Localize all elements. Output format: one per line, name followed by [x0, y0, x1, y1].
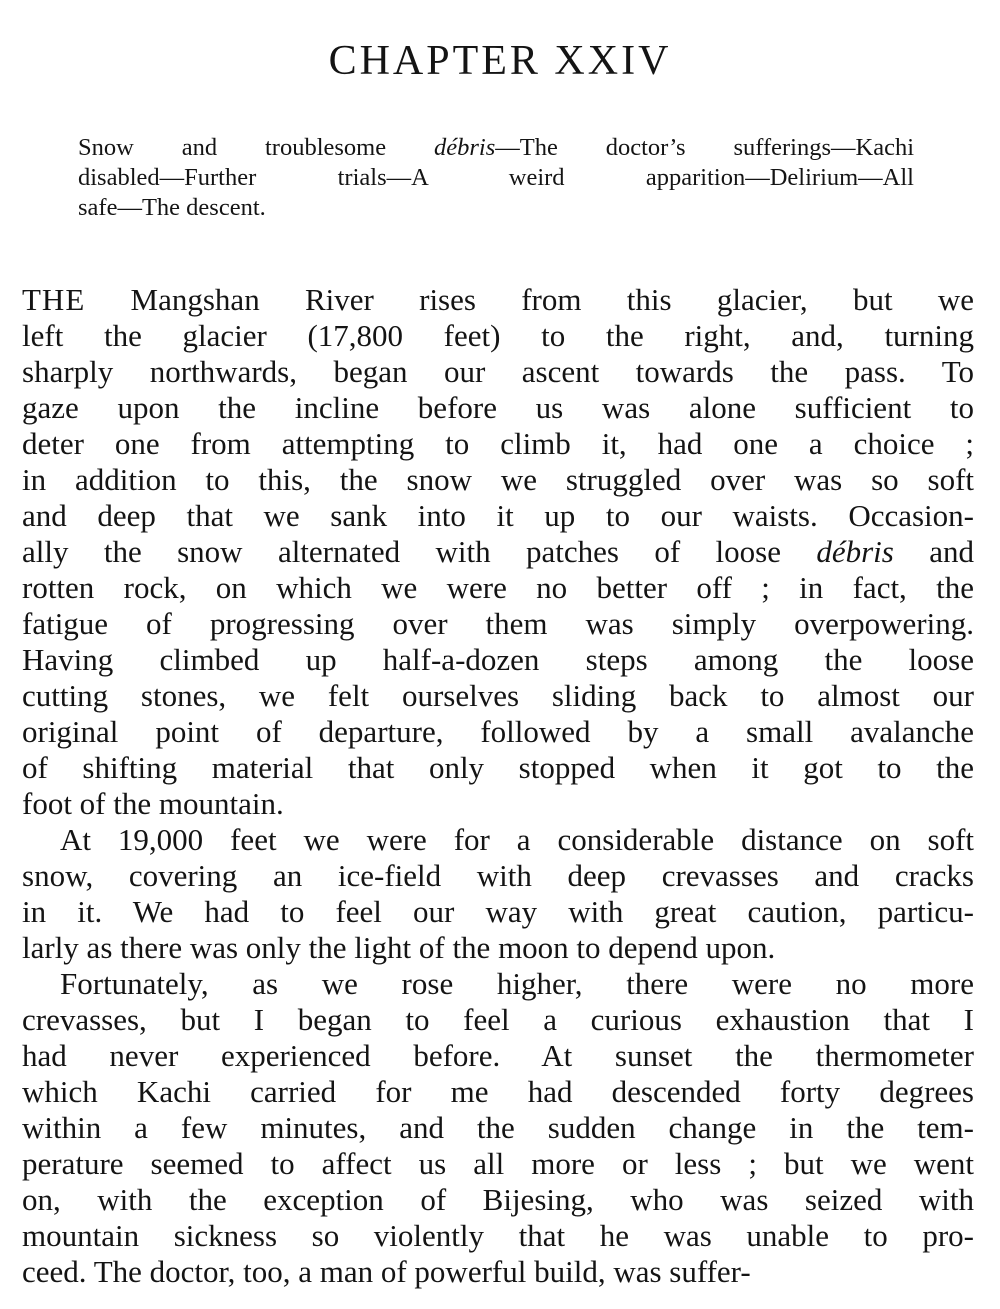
paragraph [22, 282, 974, 822]
text-line: and deep that we sank into it up to our waists. Occasion- [22, 498, 974, 533]
text-line: of shifting material that only stopped when it got to the [22, 750, 974, 785]
text-line: Having climbed up half-a-dozen steps among the loose [22, 642, 974, 677]
text-line: rotten rock, on which we were no better off ; in fact, the [22, 570, 974, 605]
text-line: foot of the mountain. [22, 786, 284, 821]
chapter-synopsis [78, 133, 914, 223]
text-line: in it. We had to feel our way with great caution, particu- [22, 894, 974, 929]
text-line: left the glacier (17,800 feet) to the right, and, turning [22, 318, 974, 353]
chapter-body [22, 282, 974, 1290]
text-line: mountain sickness so violently that he was unable to pro- [22, 1218, 974, 1253]
text-line: which Kachi carried for me had descended forty degrees [22, 1074, 974, 1109]
text-line: Fortunately, as we rose higher, there were no more [60, 966, 974, 1001]
drop-lead-word: THE [22, 282, 86, 317]
text-line: deter one from attempting to climb it, had one a choice ; [22, 426, 974, 461]
text-line: in addition to this, the snow we struggled over was so soft [22, 462, 974, 497]
text-line: THE Mangshan River rises from this glacier, but we [22, 282, 974, 317]
synopsis-line: disabled—Further trials—A weird apparition—Delirium—All [78, 164, 914, 191]
text-line: perature seemed to affect us all more or less ; but we went [22, 1146, 974, 1181]
text-line: larly as there was only the light of the moon to depend upon. [22, 930, 776, 965]
synopsis-line: safe—The descent. [78, 194, 266, 221]
text-line: on, with the exception of Bijesing, who was seized with [22, 1182, 974, 1217]
text-line: original point of departure, followed by a small avalanche [22, 714, 974, 749]
paragraph [22, 966, 974, 1290]
text-line: gaze upon the incline before us was alone sufficient to [22, 390, 974, 425]
text-line: At 19,000 feet we were for a considerable distance on soft [60, 822, 974, 857]
text-line: sharply northwards, began our ascent towards the pass. To [22, 354, 974, 389]
chapter-title: CHAPTER XXIV [328, 38, 672, 84]
text-line: crevasses, but I began to feel a curious exhaustion that I [22, 1002, 974, 1037]
text-line: ceed. The doctor, too, a man of powerful build, was suffer- [22, 1254, 751, 1289]
synopsis-line: Snow and troublesome débris—The doctor’s sufferings—Kachi [78, 134, 914, 161]
text-line: cutting stones, we felt ourselves sliding back to almost our [22, 678, 974, 713]
text-line: snow, covering an ice-field with deep crevasses and cracks [22, 858, 974, 893]
text-line: fatigue of progressing over them was simply overpowering. [22, 606, 974, 641]
paragraph [22, 822, 974, 966]
text-line: ally the snow alternated with patches of loose débris and [22, 534, 974, 569]
text-line: within a few minutes, and the sudden change in the tem- [22, 1110, 974, 1145]
text-line: had never experienced before. At sunset the thermometer [22, 1038, 974, 1073]
